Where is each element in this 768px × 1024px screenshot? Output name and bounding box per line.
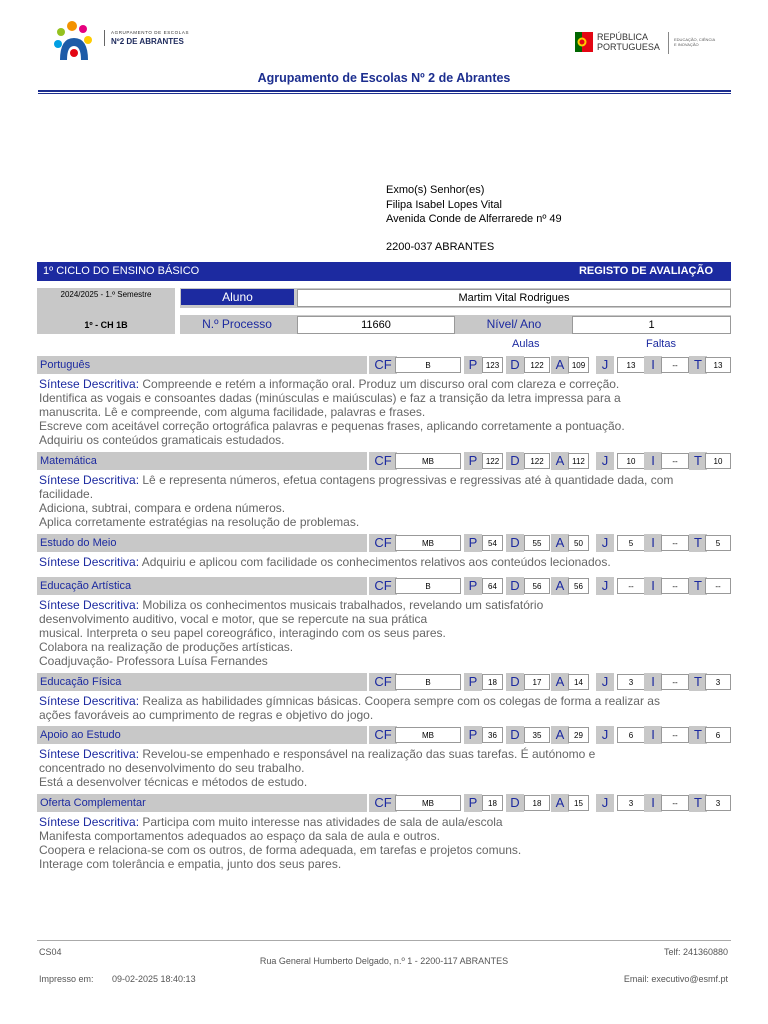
synthesis-line-text: facilidade. [39,487,94,501]
footer-phone: Telf: 241360880 [663,947,728,957]
value-p: 64 [482,578,503,594]
label-t: T [689,794,707,812]
value-a: 56 [568,578,589,594]
value-i: -- [661,357,689,373]
label-i: I [644,726,662,744]
subject-name: Português [37,356,367,374]
synthesis-line-text: musical. Interpreta o seu papel coreográfico, interagindo com os seus pares. [39,626,446,640]
label-i: I [644,452,662,470]
value-j: 10 [617,453,645,469]
label-j: J [596,794,614,812]
value-i: -- [661,795,689,811]
value-t: 3 [705,795,731,811]
value-cf: MB [395,535,461,551]
header-divider [668,32,669,54]
label-i: I [644,356,662,374]
value-d: 122 [524,357,550,373]
title-rule-thin [38,93,731,94]
value-p: 54 [482,535,503,551]
subject-row [37,452,731,470]
synthesis-key: Síntese Descritiva: [39,377,140,391]
synthesis-text [39,555,729,569]
label-t: T [689,452,707,470]
synthesis-key: Síntese Descritiva: [39,555,140,569]
label-p: P [464,794,482,812]
value-d: 17 [524,674,550,690]
label-j: J [596,726,614,744]
value-p: 18 [482,795,503,811]
synthesis-line [39,843,729,857]
value-t: -- [705,578,731,594]
value-d: 18 [524,795,550,811]
label-d: D [506,726,524,744]
synthesis-line-text: Adiciona, subtrai, compara e ordena números. [39,501,286,515]
synthesis-text [39,598,729,668]
label-t: T [689,534,707,552]
value-cf: B [395,357,461,373]
label-p: P [464,452,482,470]
subject-row [37,534,731,552]
value-j: 6 [617,727,645,743]
value-t: 10 [705,453,731,469]
footer-rule [37,940,731,941]
synthesis-line-text: Realiza as habilidades gímnicas básicas. Coopera sempre com os colegas de forma a realizar as [139,694,660,708]
label-i: I [644,794,662,812]
republic-emblem-icon [575,32,593,52]
subject-name: Educação Física [37,673,367,691]
label-j: J [596,534,614,552]
label-p: P [464,356,482,374]
value-i: -- [661,453,689,469]
label-d: D [506,577,524,595]
subject-row [37,577,731,595]
label-p: P [464,577,482,595]
value-p: 122 [482,453,503,469]
synthesis-line [39,473,729,487]
classes-header: Aulas [512,338,540,350]
synthesis-line-text: Mobiliza os conhecimentos musicais trabalhados, revelando um satisfatório [139,598,544,612]
value-t: 5 [705,535,731,551]
value-a: 50 [568,535,589,551]
process-label: N.º Processo [202,317,272,331]
synthesis-line [39,612,729,626]
label-cf: CF [369,356,397,374]
label-p: P [464,534,482,552]
value-t: 3 [705,674,731,690]
period-panel [37,288,175,334]
republic-line1: REPÚBLICA [597,32,649,42]
address-postal: 2200-037 ABRANTES [386,241,495,253]
document-title: Agrupamento de Escolas Nº 2 de Abrantes [257,71,511,85]
label-i: I [644,534,662,552]
synthesis-line [39,501,729,515]
label-a: A [551,356,569,374]
label-t: T [689,673,707,691]
label-i: I [644,577,662,595]
student-name: Martim Vital Rodrigues [297,289,731,307]
value-d: 122 [524,453,550,469]
value-j: 3 [617,674,645,690]
subject-name: Educação Artística [37,577,367,595]
period-label: 2024/2025 - 1.º Semestre [60,290,152,299]
synthesis-line [39,815,729,829]
subject-row [37,673,731,691]
synthesis-line [39,640,729,654]
value-a: 14 [568,674,589,690]
label-j: J [596,452,614,470]
synthesis-line [39,626,729,640]
value-cf: B [395,674,461,690]
label-a: A [551,673,569,691]
value-a: 29 [568,727,589,743]
synthesis-line-text: Coopera e relaciona-se com os outros, de forma adequada, em tarefas e projetos comuns. [39,843,522,857]
value-t: 13 [705,357,731,373]
label-t: T [689,726,707,744]
subject-name: Matemática [37,452,367,470]
synthesis-key: Síntese Descritiva: [39,694,140,708]
cycle-label: 1º CICLO DO ENSINO BÁSICO [43,265,200,277]
label-d: D [506,356,524,374]
value-i: -- [661,578,689,594]
synthesis-line [39,829,729,843]
synthesis-text [39,694,729,722]
label-j: J [596,577,614,595]
label-a: A [551,534,569,552]
value-j: 3 [617,795,645,811]
label-cf: CF [369,794,397,812]
synthesis-line-text: Escreve com aceitável correção ortográfica palavras e pequenas frases, aplicando corretamente a pontuação. [39,419,625,433]
synthesis-line [39,515,729,529]
synthesis-line [39,377,729,391]
synthesis-line [39,761,729,775]
process-number: 11660 [297,316,455,334]
subject-name: Apoio ao Estudo [37,726,367,744]
value-d: 55 [524,535,550,551]
synthesis-line [39,487,729,501]
address-greeting: Exmo(s) Senhor(es) [386,184,485,196]
synthesis-line [39,747,729,761]
synthesis-line [39,654,729,668]
value-j: 13 [617,357,645,373]
synthesis-line [39,694,729,708]
value-a: 109 [568,357,589,373]
footer-printed-label: Impresso em: [39,974,94,984]
ministry-line2: E INOVAÇÃO [674,42,699,47]
synthesis-line-text: Adquiriu e aplicou com facilidade os conhecimentos relativos aos conteúdos lecionados. [139,555,611,569]
label-d: D [506,794,524,812]
synthesis-line [39,419,729,433]
synthesis-line [39,708,729,722]
label-a: A [551,452,569,470]
republic-label [597,32,660,52]
value-a: 112 [568,453,589,469]
label-cf: CF [369,577,397,595]
label-j: J [596,356,614,374]
synthesis-text [39,747,729,789]
level-label: Nível/ Ano [486,317,542,331]
level-value: 1 [572,316,731,334]
value-j: -- [617,578,645,594]
synthesis-line-text: Lê e representa números, efetua contagens progressivas e regressivas até à quantidade dada, com [139,473,674,487]
value-i: -- [661,674,689,690]
synthesis-line-text: manuscrita. Lê e compreende, com alguma facilidade, palavras e frases. [39,405,426,419]
synthesis-key: Síntese Descritiva: [39,473,140,487]
synthesis-text [39,377,729,447]
synthesis-line-text: Manifesta comportamentos adequados ao espaço da sala de aula e outros. [39,829,440,843]
synthesis-line-text: Revelou-se empenhado e responsável na realização das suas tarefas. É autónomo e [139,747,596,761]
label-p: P [464,673,482,691]
label-j: J [596,673,614,691]
value-cf: MB [395,453,461,469]
synthesis-line-text: Colabora na realização de produções artísticas. [39,640,294,654]
value-i: -- [661,535,689,551]
value-cf: MB [395,795,461,811]
footer-email: Email: executivo@esmf.pt [623,974,728,984]
synthesis-line [39,857,729,871]
synthesis-line [39,391,729,405]
label-cf: CF [369,452,397,470]
subject-row [37,356,731,374]
label-cf: CF [369,534,397,552]
label-t: T [689,577,707,595]
value-j: 5 [617,535,645,551]
synthesis-line-text: Está a desenvolver técnicas e métodos de estudo. [39,775,308,789]
synthesis-line-text: Compreende e retém a informação oral. Produz um discurso oral com clareza e correção. [139,377,620,391]
synthesis-text [39,815,729,871]
value-t: 6 [705,727,731,743]
synthesis-line [39,555,729,569]
synthesis-text [39,473,729,529]
synthesis-line [39,433,729,447]
synthesis-key: Síntese Descritiva: [39,747,140,761]
class-label: 1º - CH 1B [84,320,128,330]
synthesis-line-text: desenvolvimento auditivo, vocal e motor, que se repercute na sua prática [39,612,428,626]
label-t: T [689,356,707,374]
subject-name: Estudo do Meio [37,534,367,552]
synthesis-line-text: Interage com tolerância e empatia, junto dos seus pares. [39,857,342,871]
synthesis-key: Síntese Descritiva: [39,598,140,612]
footer-printed-value: 09-02-2025 18:40:13 [112,974,196,984]
section-bar [37,262,731,281]
value-p: 18 [482,674,503,690]
republic-line2: PORTUGUESA [597,42,660,52]
value-i: -- [661,727,689,743]
value-cf: MB [395,727,461,743]
synthesis-line-text: Adquiriu os conteúdos gramaticais estudados. [39,433,285,447]
label-cf: CF [369,726,397,744]
label-i: I [644,673,662,691]
synthesis-line-text: ações favoráveis ao cumprimento de regras e objetivo do jogo. [39,708,374,722]
address-street: Avenida Conde de Alferrarede nº 49 [386,213,562,225]
footer-code: CS04 [39,947,62,957]
synthesis-line-text: Participa com muito interesse nas atividades de sala de aula/escola [139,815,503,829]
record-label: REGISTO DE AVALIAÇÃO [578,265,713,277]
synthesis-line-text: Identifica as vogais e consoantes dadas (minúsculas e maiúsculas) e faz a transição da letra impressa para a [39,391,621,405]
value-p: 123 [482,357,503,373]
subject-row [37,726,731,744]
school-name-small: AGRUPAMENTO DE ESCOLAS [111,30,190,35]
label-cf: CF [369,673,397,691]
school-name [104,30,189,46]
subject-row [37,794,731,812]
synthesis-line [39,598,729,612]
label-d: D [506,673,524,691]
synthesis-key: Síntese Descritiva: [39,815,140,829]
ministry-line1: EDUCAÇÃO, CIÊNCIA [674,37,716,42]
synthesis-line-text: Aplica corretamente estratégias na resolução de problemas. [39,515,360,529]
subject-name: Oferta Complementar [37,794,367,812]
student-label: Aluno [181,289,294,305]
synthesis-line [39,405,729,419]
title-rule [38,90,731,92]
label-a: A [551,577,569,595]
value-d: 35 [524,727,550,743]
value-d: 56 [524,578,550,594]
school-logo [50,20,96,64]
absences-header: Faltas [646,338,676,350]
label-p: P [464,726,482,744]
ministry-label [674,37,715,47]
label-d: D [506,452,524,470]
value-p: 36 [482,727,503,743]
synthesis-line-text: concentrado no desenvolvimento do seu trabalho. [39,761,305,775]
value-cf: B [395,578,461,594]
value-a: 15 [568,795,589,811]
label-a: A [551,726,569,744]
footer-address: Rua General Humberto Delgado, n.º 1 - 2200-117 ABRANTES [259,956,509,966]
label-d: D [506,534,524,552]
address-name: Filipa Isabel Lopes Vital [386,199,502,211]
school-name-big: Nº2 DE ABRANTES [111,37,184,46]
label-a: A [551,794,569,812]
synthesis-line-text: Coadjuvação- Professora Luísa Fernandes [39,654,268,668]
synthesis-line [39,775,729,789]
